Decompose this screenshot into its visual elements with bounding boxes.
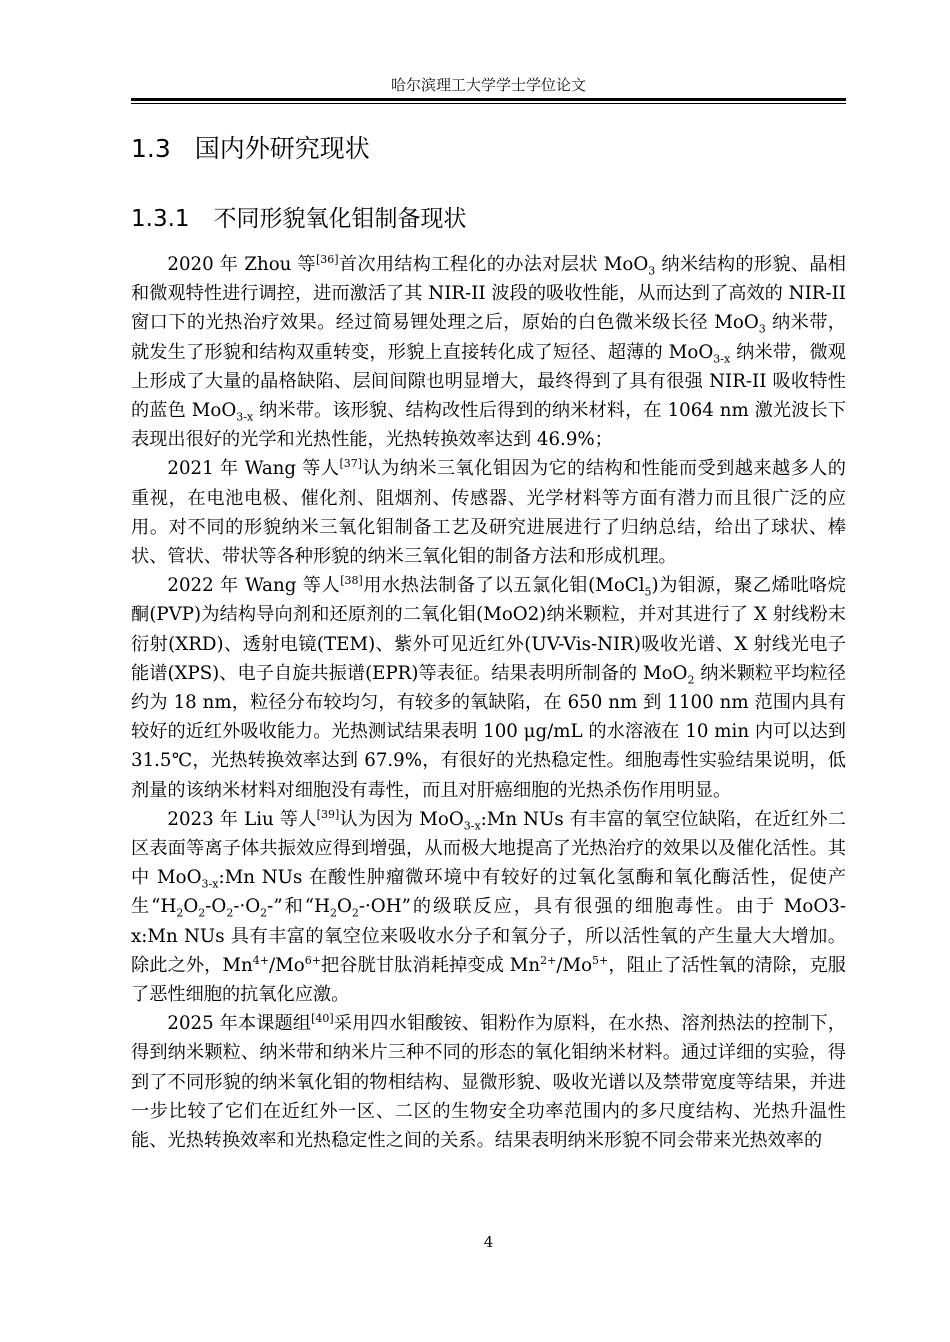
superscript: 4+	[252, 953, 269, 967]
subscript: 3	[758, 323, 766, 337]
subscript: 3-x	[713, 352, 731, 366]
text-run: 纳米颗粒平均粒径约为 18 nm，粒径分布较均匀，有较多的氧缺陷，在 650 nm 到 1100 nm 范围内具有较好的近红外吸收能力。光热测试结果表明 100 μg/mL 的水溶液在 10 min 内可以达到 31.5℃，光热转换效率达到 67.9%，有很好的光热稳定性。细胞毒性实验结果说明，低剂量的该纳米材料对细胞没有毒性，而且对肝癌细胞的光热杀伤作用明显。	[131, 662, 846, 801]
subscript: 2	[198, 907, 206, 921]
text-run: :Mn NUs 在酸性肿瘤微环境中有较好的过氧化氢酶和氧化酶活性，促使产生“H	[131, 867, 847, 918]
text-run: 2021 年 Wang 等人	[167, 458, 340, 480]
subsection-number: 1.3.1	[131, 206, 190, 232]
text-run: -·O	[233, 896, 261, 918]
text-run: -”和“H	[267, 896, 330, 918]
subscript: 2	[176, 907, 184, 921]
text-run: :Mn NUs 有丰富的氧空位缺陷，在近红外二区表面等离子体共振效应得到增强，从而极大地提高了光热治疗的效果以及催化活性。其中 MoO	[131, 808, 846, 889]
text-run: 把谷胱甘肽消耗掉变成 Mn	[320, 954, 541, 976]
subsection-title: 不同形貌氧化钼制备现状	[213, 206, 467, 232]
text-run: 首次用结构工程化的办法对层状 MoO	[338, 254, 649, 275]
citation-ref: [38]	[340, 574, 363, 588]
paragraph-zhou-2020	[131, 250, 846, 454]
subscript: 5	[644, 585, 652, 599]
section-title: 国内外研究现状	[194, 134, 370, 163]
text-run: 用水热法制备了以五氯化钼(MoCl	[362, 575, 645, 597]
text-run: 2020 年 Zhou 等	[167, 254, 316, 275]
section-number: 1.3	[131, 134, 171, 163]
subsection-heading	[131, 204, 467, 234]
subscript: 2	[260, 907, 268, 921]
text-run: O	[336, 896, 352, 918]
superscript: 5+	[592, 953, 609, 967]
paragraph-group-2025	[131, 1009, 846, 1155]
paragraph-wang-2022	[131, 571, 846, 805]
running-header: 哈尔滨理工大学学士学位论文	[390, 76, 586, 94]
citation-ref: [39]	[316, 807, 340, 821]
text-run: 纳米结构的形貌、晶相和微观特性进行调控，进而激活了其 NIR-II 波段的吸收性能，从而达到了高效的 NIR-II 窗口下的光热治疗效果。经过简易锂处理之后，原始的白色微米级长径 MoO	[131, 254, 846, 334]
text-run: /Mo	[269, 954, 305, 976]
text-run: O	[183, 896, 199, 918]
body-text	[131, 250, 846, 1155]
subscript: 3-x	[463, 819, 481, 833]
text-run: ，阻止了活性氧的清除，克服了恶性细胞的抗氧化应激。	[131, 954, 846, 1006]
text-run: 采用四水钼酸铵、钼粉作为原料，在水热、溶剂热法的控制下，得到纳米颗粒、纳米带和纳米片三种不同的形态的氧化钼纳米材料。通过详细的实验，得到了不同形貌的纳米氧化钼的物相结构、显微形貌、吸收光谱以及禁带宽度等结果，并进一步比较了它们在近红外一区、二区的生物安全功率范围内的多尺度结构、光热升温性能、光热转换效率和光热稳定性之间的关系。结果表明纳米形貌不同会带来光热效率的	[131, 1013, 846, 1152]
text-run: 2022 年 Wang 等人	[167, 575, 341, 597]
text-run: /Mo	[556, 954, 593, 976]
superscript: 6+	[304, 953, 321, 967]
text-run: )为钼源，聚乙烯吡咯烷酮(PVP)为结构导向剂和还原剂的二氧化钼(MoO2)纳米颗粒，并对其进行了 X 射线粉末衍射(XRD)、透射电镜(TEM)、紫外可见近红外(UV-Vis-NIR)吸收光谱、X 射线光电子能谱(XPS)、电子自旋共振谱(EPR)等表征。结果表明所制备的 MoO	[131, 575, 846, 684]
text-run: 纳米带，就发生了形貌和结构双重转变，形貌上直接转化成了短径、超薄的 MoO	[131, 312, 846, 363]
text-run: 2023 年 Liu 等人	[167, 808, 317, 830]
subscript: 2	[226, 907, 234, 921]
text-run: -O	[205, 896, 227, 918]
citation-ref: [40]	[311, 1012, 334, 1026]
text-run: 2025 年本课题组	[167, 1013, 312, 1035]
text-run: -·OH”的级联反应，具有很强的细胞毒性。由于 MoO3-x:Mn NUs 具有丰富的氧空位来吸收水分子和氧分子，所以活性氧的产生量大大增加。除此之外，Mn	[131, 896, 846, 976]
text-run: 认为因为 MoO	[339, 808, 464, 830]
citation-ref: [36]	[315, 252, 339, 266]
subscript: 3	[648, 264, 656, 278]
citation-ref: [37]	[339, 457, 363, 471]
paragraph-liu-2023	[131, 805, 846, 1009]
text-run: 纳米带。该形貌、结构改性后得到的纳米材料，在 1064 nm 激光波长下表现出很好的光学和光热性能，光热转换效率达到 46.9%；	[131, 400, 847, 451]
header-rule-thick	[131, 98, 846, 101]
subscript: 3-x	[236, 410, 254, 424]
page-number: 4	[483, 1233, 494, 1251]
subscript: 2	[329, 907, 337, 921]
text-run: 纳米带，微观上形成了大量的晶格缺陷、层间间隙也明显增大，最终得到了具有很强 NIR-II 吸收特性的蓝色 MoO	[131, 341, 846, 422]
header-rule-thin	[131, 103, 846, 104]
section-heading	[131, 133, 370, 165]
subscript: 3-x	[201, 877, 219, 891]
paragraph-wang-2021	[131, 454, 846, 571]
text-run: 认为纳米三氧化钼因为它的结构和性能而受到越来越多人的重视，在电池电极、催化剂、阻烟剂、传感器、光学材料等方面有潜力而且很广泛的应用。对不同的形貌纳米三氧化钼制备工艺及研究进展进行了归纳总结，给出了球状、棒状、管状、带状等各种形貌的纳米三氧化钼的制备方法和形成机理。	[131, 458, 846, 568]
subscript: 2	[351, 907, 359, 921]
subscript: 2	[687, 673, 695, 687]
superscript: 2+	[540, 953, 557, 967]
